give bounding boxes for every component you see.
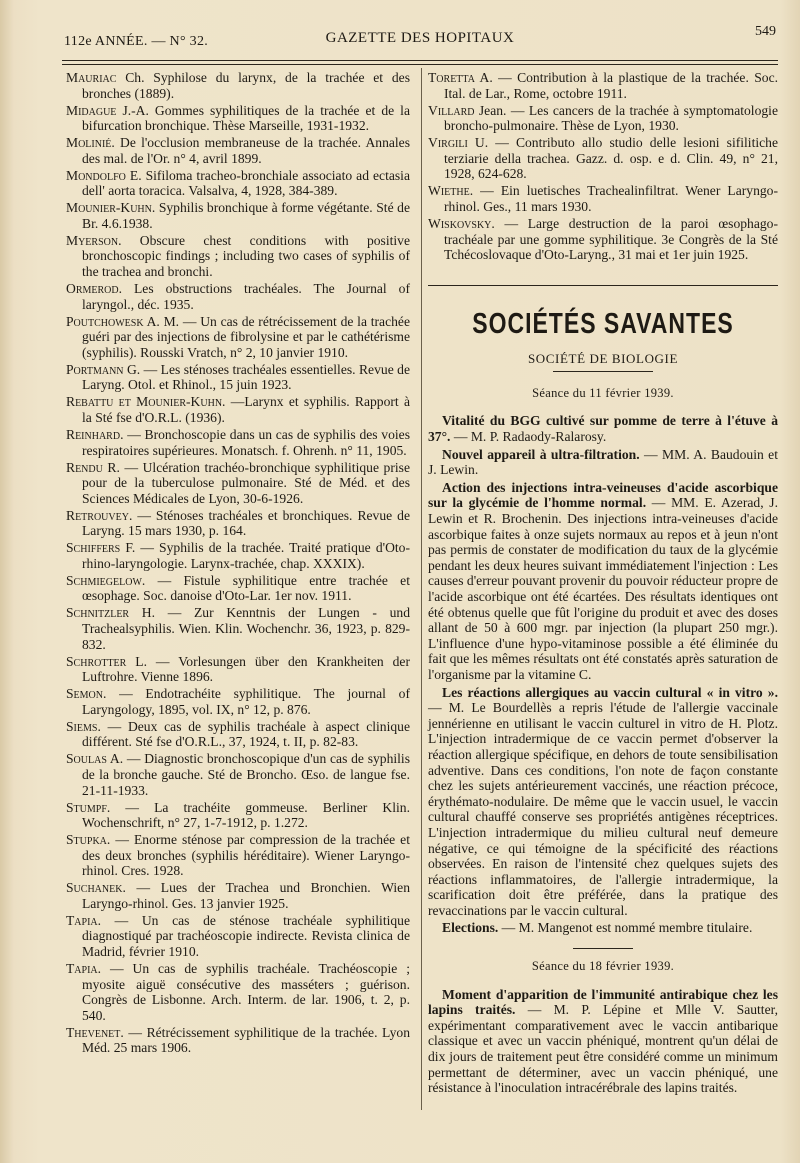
reference-author: Villard [428,102,475,118]
reference-author: Reinhard [66,426,121,442]
reference-author: Toretta [428,70,475,85]
reference-entry [66,654,410,685]
reference-entry [66,508,410,539]
reference-text: A. — Contribution à la plastique de la trachée. Soc. Ital. de Lar., Rome, octobre 1911. [444,70,778,101]
reference-text: . Obscure chest conditions with positive bronchoscopic findings ; including two cases of syphilis of the trachea and bronchi. [82,232,410,280]
reference-author: Stupka [66,832,107,848]
section-title: SOCIÉTÉS SAVANTES [472,306,734,339]
communication-text: — MM. E. Azerad, J. Lewin et R. Brochenin. Des injections intra-veineuses d'acide ascorbique faites à onze sujets normaux au repos et à jeun n'ont pas permis de constater de modification du taux de la glycémie pendant les deux heures suivant immédiatement l'injection : Les causes d'erreur pouvant provenir du pouvoir réducteur propre de l'acide ascorbique ont été écartées. Des résultats identiques ont été obtenus quelle que fût l'origine du produit et avec des doses allant de 50 à 600 mgr. par injection (la plupart 250 mgr.). L'influence d'une hypo-vitaminose possible a été éliminée du fait que les mêmes résultats ont été constatés après saturation de l'organisme par la vitamine C. [428,495,778,682]
reference-author: Molinié [66,135,112,151]
reference-author: Virgili [428,135,468,151]
reference-entry [66,751,410,798]
left-column [66,70,410,1057]
communication-paragraph [428,987,778,1096]
society-rule [553,371,653,372]
reference-entry [66,200,410,231]
reference-text: J.-A. Gommes syphilitiques de la trachée et de la bifurcation bronchique. Thèse Marseille, 1931-1932. [82,102,410,134]
reference-text: A. — Diagnostic bronchoscopique d'un cas de syphilis de la bronche gauche. Sté de Broncho. Œso. de langue fse. 21-11-1933. [82,751,410,798]
reference-text: . — Un cas de syphilis trachéale. Trachéoscopie ; myosite aiguë consécutive des masséters ; guérison. Congrès de Lisbonne. Arch. Interm. de lar. 1906, t. 2, p. 540. [82,961,410,1023]
reference-entry [66,362,410,393]
reference-author: Wiskovsky [428,215,492,231]
bibliography-continued [428,70,778,263]
reference-entry [66,913,410,960]
reference-text: F. — Syphilis de la trachée. Traité pratique d'Oto-rhino-laryngologie. Larynx-trachée, chap. XXXIX). [82,540,410,571]
communication-text: — MM. A. Baudouin et J. Lewin. [428,446,778,478]
journal-title: GAZETTE DES HOPITAUX [325,30,515,46]
reference-text: A. M. — Un cas de rétrécissement de la trachée guéri par des injections de fibrolysine et par le cathétérisme (syphilis). Rousski Vratch, n° 2, 10 janvier 1910. [82,313,410,360]
reference-text: . — La trachéite gommeuse. Berliner Klin. Wochenschrift, n° 27, 1-7-1912, p. 1.272. [82,799,410,831]
communication-text: — M. P. Lépine et Mlle V. Sautter, expérimentant comparativement avec le vaccin antibarique classique et avec un vaccin phéniqué, montrent qu'un délai de dix jours de traitement peut être considéré comme un minimum permettant de déterminer, avec un vaccin phéniqué, une résistance à l'inoculation intracérébrale des lapins traités. [428,1002,778,1096]
reference-text: L. — Vorlesungen über den Krankheiten der Luftrohre. Vienne 1896. [82,653,410,685]
reference-entry [66,168,410,199]
reference-entry [428,103,778,134]
communication-paragraph [428,920,778,936]
reference-text: R. — Ulcération trachéo-bronchique syphilitique prise pour de la tuberculose pulmonaire. Sté de Méd. et des Sciences Médicales de Lyon, 30-6-1926. [82,459,410,506]
communication-paragraph [428,685,778,919]
reference-entry [66,1025,410,1056]
column-divider [421,68,422,1110]
reference-author: Tapia [66,912,98,928]
section-rule [428,285,778,286]
communication-title: Action des injections intra-veineuses d'acide ascorbique sur la glycémie de l'homme normal. [428,479,778,511]
reference-text: . — Un cas de sténose trachéale syphilitique diagnostiqué par trachéoscopie indirecte. Revista clinica de Madrid, février 1910. [82,912,410,960]
communication-paragraph [428,413,778,444]
communication-paragraph [428,447,778,478]
reference-author: Suchanek [66,880,123,896]
reference-author: Mauriac [66,70,117,85]
reference-entry [428,135,778,182]
reference-entry [66,70,410,101]
seance-heading-1: Séance du 11 février 1939. [532,385,674,400]
reference-text: . — Lues der Trachea und Bronchien. Wien Laryngo-rhinol. Ges. 13 janvier 1925. [82,880,410,911]
reference-entry [66,800,410,831]
page-number: 549 [755,24,776,39]
reference-entry [66,394,410,425]
communication-text: — M. Le Bourdellès a repris l'étude de l'allergie vaccinale jennérienne en utilisant le vaccin culturel in vitro de H. Plotz. L'injection intradermique de ce vaccin permet d'observer la réaction allergique spécifique, en dehors de toute sensibilisation adventive. Dans ces conditions, l'on note de façon constante chez les sujets antérieurement vaccinés, une réaction précoce, érythémato-nodulaire. De même que le vaccin usuel, le vaccin cultural chauffé conserve ses propriétés antigènes réceptrices. L'injection intradermique du milieu cultural neuf demeure négative, ce qui témoigne de la spécificité des réactions observées. En raison de l'intensité chez quelques sujets des réactions inflammatoires, de l'allergie intradermique, la scarification doit être préférée, dans la pratique des revaccinations par le vaccin cultural. [428,700,778,918]
reference-author: Rebattu et Mounier-Kuhn [66,394,223,410]
communication-paragraph [428,480,778,683]
reference-text: Ch. Syphilose du larynx, de la trachée et des bronches (1889). [82,70,410,101]
communication-text: — M. P. Radaody-Ralarosy. [450,429,607,445]
reference-text: . — Enorme sténose par compression de la trachée et des deux bronches (syphilis héréditaire). Wiener Laryngo-rhinol. Cres. 1928. [82,832,410,879]
reference-entry [66,605,410,652]
reference-entry [66,314,410,361]
reference-entry [66,135,410,166]
reference-author: Myerson [66,232,119,248]
reference-entry [66,719,410,750]
reference-author: Wiethe [428,183,470,199]
communication-title: Moment d'apparition de l'immunité antirabique chez les lapins traités. [428,986,778,1018]
reference-entry [66,961,410,1023]
reference-entry [428,216,778,263]
reference-author: Midague [66,102,117,118]
reference-text: . Les obstructions trachéales. The Journal of laryngol., déc. 1935. [82,281,410,312]
reference-entry [428,70,778,101]
reference-author: Schmiegelow [66,572,142,588]
reference-text: . — Bronchoscopie dans un cas de syphilis des voies respiratoires supérieures. Monatsch. f. Ohrenh. n° 11, 1905. [82,426,410,458]
reference-entry [66,832,410,879]
reference-author: Schrotter [66,653,127,669]
reference-author: Siems [66,718,98,734]
reference-text: U. — Contributo allo studio delle lesioni sifilitiche terziarie della trachea. Gazz. d. osp. e d. Clin. 49, n° 21, 1928, 624-628. [444,135,778,182]
reference-text: . —Larynx et syphilis. Rapport à la Sté fse d'O.R.L. (1936). [82,394,411,425]
reference-text: . — Rétrécissement syphilitique de la trachée. Lyon Méd. 25 mars 1906. [82,1024,410,1056]
reference-entry [66,880,410,911]
issue-number: 112e ANNÉE. — N° 32. [64,34,209,49]
reference-entry [66,281,410,312]
reference-entry [66,460,410,507]
reference-text: . De l'occlusion membraneuse de la trachée. Annales des mal. de l'Or. n° 4, avril 1899. [82,135,410,166]
communication-title: Vitalité du BGG cultivé sur pomme de terre à l'étuve à 37°. [428,413,778,445]
reference-text: G. — Les sténoses trachéales essentielles. Revue de Laryng. Otol. et Rhinol., 15 juin 1923. [82,361,410,393]
reference-author: Poutchowesk [66,313,144,329]
seance-1-items [428,413,778,936]
reference-entry [66,540,410,571]
page-header [60,24,780,54]
communication-title: Nouvel appareil à ultra-filtration. [442,446,640,462]
reference-text: . — Large destruction de la paroi œsophago-trachéale par une gomme syphilitique. 3e Congrès de la Sté Tchécoslovaque d'Oto-Laryng., 31 mai et 1er juin 1925. [444,215,778,263]
seance-heading-2: Séance du 18 février 1939. [531,959,675,974]
reference-text: . — Sténoses trachéales et bronchiques. Revue de Laryng. 15 mars 1930, p. 164. [82,507,410,539]
reference-text: . — Deux cas de syphilis trachéale à aspect clinique différent. Sté fse d'O.R.L., 37, 1924, t. II, p. 82-83. [82,718,410,750]
reference-author: Ormerod [66,281,119,297]
reference-text: . — Endotrachéite syphilitique. The journal of Laryngology, 1895, vol. IX, n° 12, p. 876. [82,686,410,717]
society-name: SOCIÉTÉ DE BIOLOGIE [527,351,679,367]
reference-author: Thevenet [66,1024,121,1040]
reference-author: Stumpf [66,799,107,815]
reference-text: H. — Zur Kenntnis der Lungen - und Trachealsyphilis. Wien. Klin. Wochenchr. 36, 1923, p. 829-832. [82,605,410,652]
reference-author: Mounier-Kuhn [66,200,152,216]
reference-author: Tapia [66,961,98,977]
reference-text: E. Sifiloma tracheo-bronchiale associato ad ectasia dell' aorta toracica. Valsalva, 4, 1928, 384-389. [82,167,410,199]
reference-text: . — Fistule syphilitique entre trachée et œsophage. Soc. danoise d'Oto-Lar. 1er nov. 1911. [82,572,410,604]
reference-text: Jean. — Les cancers de la trachée à symptomatologie broncho-pulmonaire. Thèse de Lyon, 1930. [444,102,778,134]
right-column [428,70,778,1098]
communication-title: Elections. [442,920,499,936]
reference-author: Portmann [66,361,124,377]
header-rule-bottom [62,64,778,65]
reference-author: Soulas [66,751,107,767]
reference-author: Semon [66,686,104,702]
communication-text: — M. Mangenot est nommé membre titulaire. [498,920,753,936]
reference-text: . Syphilis bronchique à forme végétante. Sté de Br. 4.6.1938. [82,200,410,231]
reference-author: Retrouvey [66,507,129,523]
reference-entry [66,427,410,458]
reference-entry [66,103,410,134]
reference-text: . — Ein luetisches Trachealinfiltrat. Wener Laryngo-rhinol. Ges., 11 mars 1930. [444,183,778,214]
reference-author: Schnitzler [66,605,130,621]
header-rule-top [62,60,778,61]
reference-entry [66,573,410,604]
communication-title: Les réactions allergiques au vaccin cultural « in vitro ». [442,684,778,700]
reference-author: Mondolfo [66,167,126,183]
reference-entry [428,183,778,214]
reference-entry [66,233,410,280]
reference-entry [66,686,410,717]
reference-author: Rendu [66,459,103,475]
seance-separator [573,948,633,949]
seance-2-items [428,987,778,1096]
reference-author: Schiffers [66,540,121,556]
